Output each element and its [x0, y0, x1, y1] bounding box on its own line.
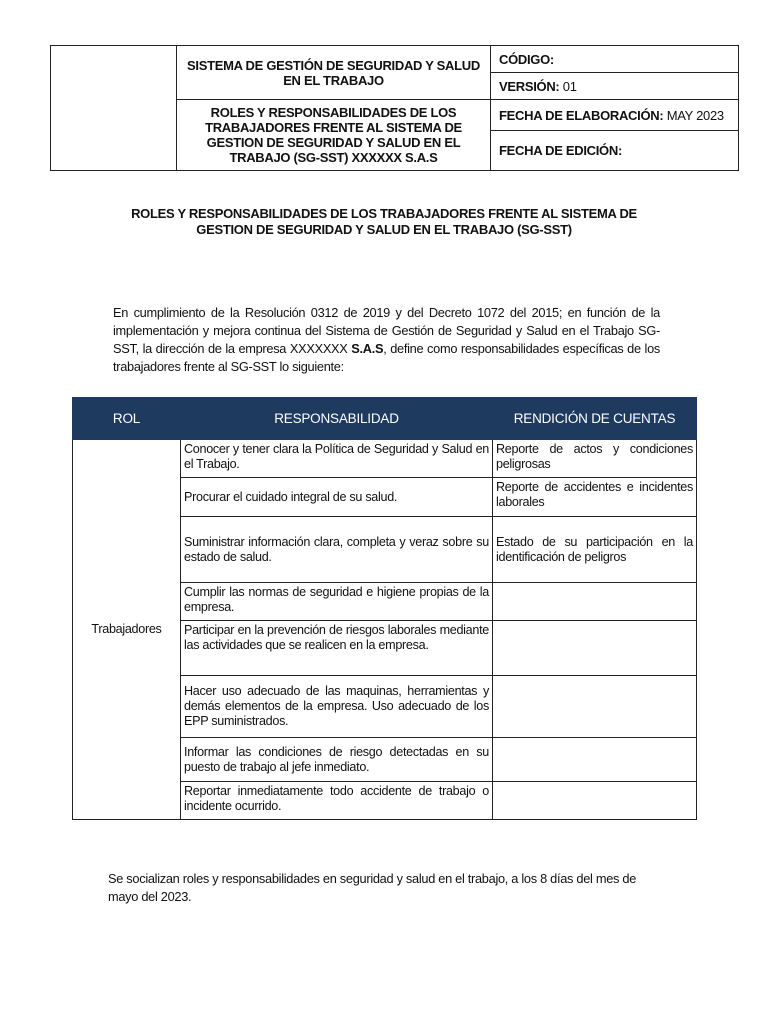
rendicion-cell: Estado de su participación en la identificación de peligros [493, 517, 697, 583]
closing-paragraph: Se socializan roles y responsabilidades en seguridad y salud en el trabajo, a los 8 días del mes de mayo del 2023. [108, 870, 637, 904]
header-doc-title: ROLES Y RESPONSABILIDADES DE LOS TRABAJADORES FRENTE AL SISTEMA DE GESTION DE SEGURIDAD Y SALUD EN EL TRABAJO (SG-SST) XXXXXX S.A.S [177, 100, 491, 171]
version-label: VERSIÓN: [499, 78, 560, 94]
responsabilidad-cell: Procurar el cuidado integral de su salud. [181, 478, 493, 517]
rendicion-cell [493, 621, 697, 676]
role-cell: Trabajadores [73, 440, 181, 820]
responsabilidad-cell: Suministrar información clara, completa y veraz sobre su estado de salud. [181, 517, 493, 583]
intro-company-suffix: S.A.S [351, 340, 384, 356]
fecha-elaboracion-value: MAY 2023 [666, 107, 724, 123]
rendicion-cell: Reporte de actos y condiciones peligrosas [493, 440, 697, 478]
version-cell [491, 73, 739, 100]
responsabilidad-cell: Hacer uso adecuado de las maquinas, herramientas y demás elementos de la empresa. Uso adecuado de los EPP suministrados. [181, 676, 493, 738]
intro-text-before: En cumplimiento de la Resolución 0312 de 2019 y del Decreto 1072 del 2015; en función de la implementación y mejora continua del Sistema de Gestión de Seguridad y Salud en el Trabajo SG-SST, la dirección de la empresa XXXXXXX [113, 304, 660, 356]
intro-text-after: , define como responsabilidades específicas de los trabajadores frente al SG-SST lo siguiente: [113, 340, 660, 374]
table-header-row [73, 398, 697, 440]
intro-paragraph [113, 304, 660, 376]
responsabilidad-cell: Cumplir las normas de seguridad e higiene propias de la empresa. [181, 583, 493, 621]
logo-placeholder [51, 46, 177, 171]
system-title: SISTEMA DE GESTIÓN DE SEGURIDAD Y SALUD EN EL TRABAJO [177, 46, 491, 100]
responsabilidad-cell: Participar en la prevención de riesgos laborales mediante las actividades que se realicen en la empresa. [181, 621, 493, 676]
rendicion-cell [493, 782, 697, 820]
responsabilidad-cell: Informar las condiciones de riesgo detectadas en su puesto de trabajo al jefe inmediato. [181, 738, 493, 782]
document-header [50, 45, 739, 171]
fecha-elaboracion-label: FECHA DE ELABORACIÓN: [499, 107, 664, 123]
roles-table [72, 397, 697, 820]
responsabilidad-cell: Reportar inmediatamente todo accidente de trabajo o incidente ocurrido. [181, 782, 493, 820]
rendicion-cell [493, 676, 697, 738]
header-responsabilidad: RESPONSABILIDAD [181, 398, 493, 440]
fecha-edicion-cell [491, 130, 739, 170]
codigo-cell [491, 46, 739, 73]
fecha-elaboracion-cell [491, 100, 739, 130]
rendicion-cell: Reporte de accidentes e incidentes laborales [493, 478, 697, 517]
document-title: ROLES Y RESPONSABILIDADES DE LOS TRABAJADORES FRENTE AL SISTEMA DE GESTION DE SEGURIDAD Y SALUD EN EL TRABAJO (SG-SST) [131, 206, 637, 237]
version-value: 01 [562, 78, 577, 94]
rendicion-cell [493, 583, 697, 621]
fecha-edicion-label: FECHA DE EDICIÓN: [499, 142, 622, 158]
rendicion-cell [493, 738, 697, 782]
table-row [73, 440, 697, 478]
responsabilidad-cell: Conocer y tener clara la Política de Seguridad y Salud en el Trabajo. [181, 440, 493, 478]
header-rol: ROL [73, 398, 181, 440]
header-rendicion: RENDICIÓN DE CUENTAS [493, 398, 697, 440]
codigo-label: CÓDIGO: [499, 51, 554, 67]
